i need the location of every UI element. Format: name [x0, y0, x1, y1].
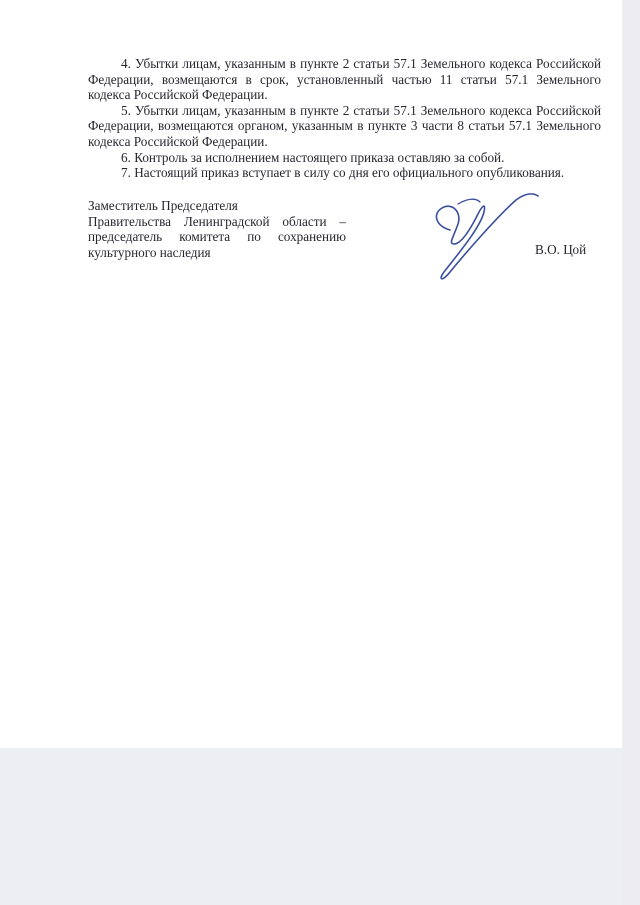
signer-name: В.О. Цой [535, 242, 587, 257]
signer-title [88, 198, 346, 260]
paragraph-6: 6. Контроль за исполнением настоящего приказа оставляю за собой. [121, 149, 505, 165]
handwritten-signature [428, 192, 558, 284]
paragraph-5: 5. Убытки лицам, указанным в пункте 2 статьи 57.1 Земельного кодекса Российской Федерации, возмещаются органом, указанным в пункте 3 части 8 статьи 57.1 Земельного кодекса Российской Федерации. [88, 102, 601, 149]
paragraph-4: 4. Убытки лицам, указанным в пункте 2 статьи 57.1 Земельного кодекса Российской Федерации, возмещаются в срок, установленный частью 11 статьи 57.1 Земельного кодекса Российской Федерации. [88, 56, 601, 103]
document-body [88, 56, 601, 181]
paragraph-7: 7. Настоящий приказ вступает в силу со дня его официального опубликования. [121, 165, 565, 181]
signer-title-line: культурного наследия [88, 244, 211, 260]
scan-right-margin [622, 0, 640, 905]
scan-bottom-margin [0, 748, 640, 905]
signer-title-line: Заместитель Председателя [88, 198, 238, 213]
signer-title-line: председатель комитета по сохранению [88, 229, 346, 245]
signer-title-line: Правительства Ленинградской области – [88, 213, 346, 229]
